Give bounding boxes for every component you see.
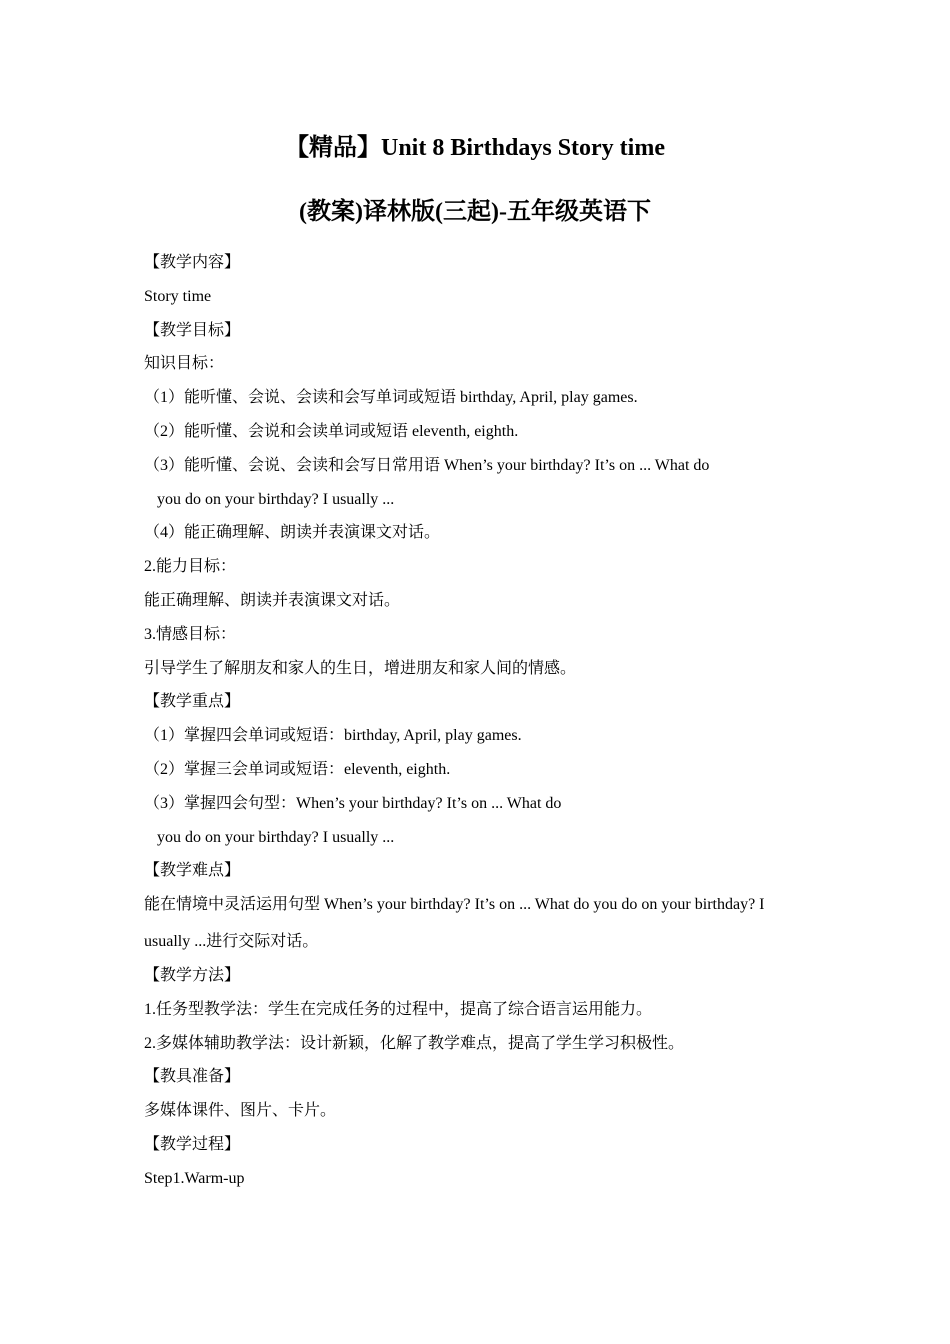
- subheading-ability: 2.能力目标：: [144, 558, 237, 576]
- paragraph: 能正确理解、朗读并表演课文对话。: [144, 591, 401, 609]
- document-body: [144, 252, 824, 1202]
- subheading-emotion: 3.情感目标：: [144, 625, 237, 643]
- paragraph: Story time: [144, 287, 212, 305]
- document-title-line-2: (教案)译林版(三起)-五年级英语下: [299, 199, 651, 225]
- section-heading-methods: 【教学方法】: [144, 966, 241, 984]
- paragraph-continuation: usually ...进行交际对话。: [144, 933, 319, 951]
- list-item: （2）掌握三会单词或短语：eleventh, eighth.: [144, 760, 451, 778]
- subheading-knowledge: 知识目标：: [144, 355, 225, 373]
- section-heading-materials: 【教具准备】: [144, 1068, 241, 1086]
- paragraph: Step1.Warm-up: [144, 1169, 245, 1187]
- paragraph: 引导学生了解朋友和家人的生日，增进朋友和家人间的情感。: [144, 659, 577, 677]
- section-heading-difficulties: 【教学难点】: [144, 862, 241, 880]
- list-item: （1）能听懂、会说、会读和会写单词或短语 birthday, April, play games.: [144, 389, 638, 407]
- list-item-continuation: you do on your birthday? I usually ...: [157, 490, 395, 508]
- paragraph: 多媒体课件、图片、卡片。: [144, 1102, 337, 1120]
- list-item: （1）掌握四会单词或短语：birthday, April, play games.: [144, 727, 522, 745]
- list-item: （3）掌握四会句型：When’s your birthday? It’s on ... What do: [144, 794, 562, 812]
- list-item-continuation: you do on your birthday? I usually ...: [157, 828, 395, 846]
- section-heading-objectives: 【教学目标】: [144, 321, 241, 339]
- list-item: （3）能听懂、会说、会读和会写日常用语 When’s your birthday? It’s on ... What do: [144, 456, 710, 474]
- section-heading-content: 【教学内容】: [144, 254, 241, 271]
- section-heading-key-points: 【教学重点】: [144, 693, 241, 711]
- document-title-line-1: 【精品】Unit 8 Birthdays Story time: [285, 135, 665, 161]
- list-item: 2.多媒体辅助教学法：设计新颖，化解了教学难点，提高了学生学习积极性。: [144, 1034, 685, 1052]
- list-item: 1.任务型教学法：学生在完成任务的过程中，提高了综合语言运用能力。: [144, 1000, 653, 1018]
- list-item: （2）能听懂、会说和会读单词或短语 eleventh, eighth.: [144, 422, 519, 440]
- section-heading-process: 【教学过程】: [144, 1135, 241, 1153]
- list-item: （4）能正确理解、朗读并表演课文对话。: [144, 524, 441, 542]
- paragraph: 能在情境中灵活运用句型 When’s your birthday? It’s on ... What do you do on your birthday? I: [144, 896, 765, 914]
